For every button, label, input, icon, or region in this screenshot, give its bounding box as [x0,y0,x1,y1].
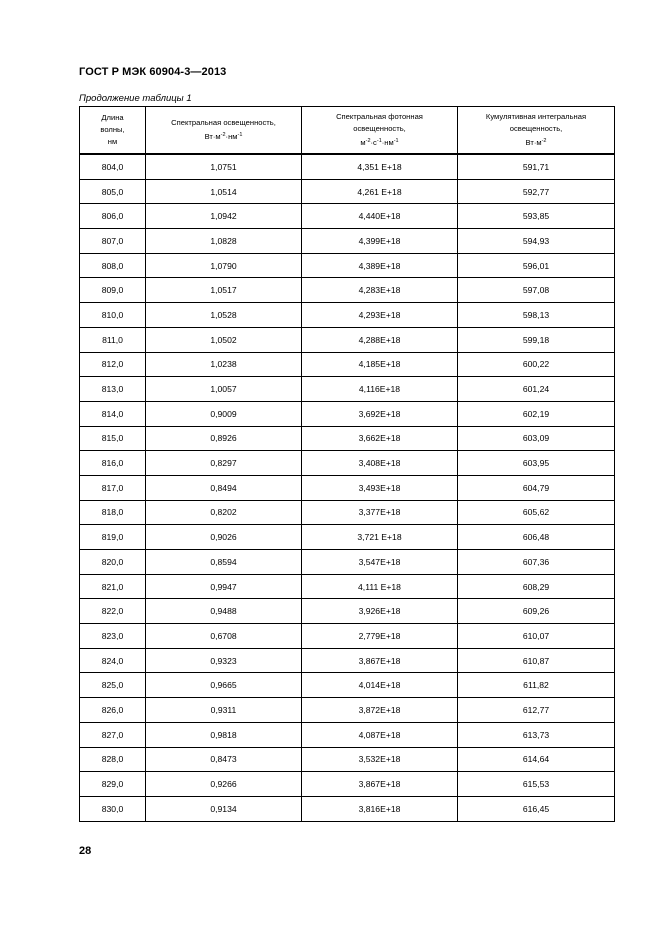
cell-cumulative-irradiance: 601,24 [458,377,615,402]
table-row [80,377,615,402]
table-row [80,352,615,377]
header-wavelength-line2: волны, [100,125,125,134]
header-wavelength-unit: нм [107,137,118,146]
cell-cumulative-irradiance: 596,01 [458,253,615,278]
table-row [80,722,615,747]
cell-wavelength: 806,0 [80,204,146,229]
spectral-irradiance-table [79,106,615,822]
cell-wavelength: 814,0 [80,401,146,426]
cell-wavelength: 805,0 [80,179,146,204]
cell-wavelength: 819,0 [80,525,146,550]
table-row [80,475,615,500]
table-row [80,648,615,673]
cell-photon-irradiance: 3,662E+18 [302,426,458,451]
table-row [80,500,615,525]
header-cumulative-irradiance-line1: Кумулятивная интегральная [485,112,587,121]
cell-wavelength: 807,0 [80,229,146,254]
cell-spectral-irradiance: 0,9947 [146,574,302,599]
cell-wavelength: 815,0 [80,426,146,451]
cell-cumulative-irradiance: 600,22 [458,352,615,377]
cell-spectral-irradiance: 1,0517 [146,278,302,303]
cell-spectral-irradiance: 0,9266 [146,772,302,797]
cell-cumulative-irradiance: 613,73 [458,722,615,747]
table-row [80,599,615,624]
cell-spectral-irradiance: 0,8473 [146,747,302,772]
table-row [80,204,615,229]
cell-wavelength: 830,0 [80,796,146,821]
table-row [80,747,615,772]
cell-cumulative-irradiance: 599,18 [458,327,615,352]
cell-photon-irradiance: 3,547E+18 [302,550,458,575]
unit-part: Вт·м [204,132,221,141]
cell-spectral-irradiance: 0,9818 [146,722,302,747]
cell-photon-irradiance: 4,116E+18 [302,377,458,402]
table-row [80,401,615,426]
cell-spectral-irradiance: 0,9026 [146,525,302,550]
table-caption: Продолжение таблицы 1 [79,93,192,104]
cell-cumulative-irradiance: 609,26 [458,599,615,624]
table-row [80,574,615,599]
cell-wavelength: 828,0 [80,747,146,772]
cell-photon-irradiance: 3,377E+18 [302,500,458,525]
cell-spectral-irradiance: 1,0502 [146,327,302,352]
unit-part: Вт·м [525,138,542,147]
cell-cumulative-irradiance: 608,29 [458,574,615,599]
cell-spectral-irradiance: 0,9134 [146,796,302,821]
header-photon-irradiance [302,107,458,155]
unit-exponent: -2 [365,138,371,144]
cell-photon-irradiance: 3,872E+18 [302,698,458,723]
cell-wavelength: 810,0 [80,303,146,328]
cell-wavelength: 812,0 [80,352,146,377]
table-row [80,303,615,328]
cell-photon-irradiance: 4,087E+18 [302,722,458,747]
page-number: 28 [79,845,92,857]
unit-exponent: -1 [237,132,243,138]
header-photon-irradiance-line2: освещенность, [353,124,406,133]
unit-part: ·с [370,138,377,147]
header-photon-irradiance-line1: Спектральная фотонная [336,112,423,121]
cell-spectral-irradiance: 0,8494 [146,475,302,500]
table-header-row [80,107,615,155]
cell-spectral-irradiance: 0,9311 [146,698,302,723]
cell-photon-irradiance: 4,288E+18 [302,327,458,352]
unit-exponent: -2 [220,132,226,138]
cell-photon-irradiance: 4,440E+18 [302,204,458,229]
cell-wavelength: 829,0 [80,772,146,797]
cell-spectral-irradiance: 0,9488 [146,599,302,624]
cell-photon-irradiance: 4,389E+18 [302,253,458,278]
header-cumulative-irradiance-line2: освещенность, [509,124,563,133]
cell-spectral-irradiance: 1,0057 [146,377,302,402]
cell-spectral-irradiance: 1,0514 [146,179,302,204]
header-cumulative-irradiance [458,107,615,155]
cell-wavelength: 809,0 [80,278,146,303]
cell-photon-irradiance: 3,867E+18 [302,772,458,797]
cell-cumulative-irradiance: 606,48 [458,525,615,550]
cell-cumulative-irradiance: 597,08 [458,278,615,303]
table-row [80,698,615,723]
unit-exponent: -1 [376,138,382,144]
cell-wavelength: 827,0 [80,722,146,747]
unit-exponent: -1 [393,138,399,144]
cell-wavelength: 825,0 [80,673,146,698]
cell-cumulative-irradiance: 610,87 [458,648,615,673]
cell-photon-irradiance: 3,692E+18 [302,401,458,426]
cell-cumulative-irradiance: 614,64 [458,747,615,772]
cell-photon-irradiance: 3,493E+18 [302,475,458,500]
cell-photon-irradiance: 4,399E+18 [302,229,458,254]
cell-wavelength: 813,0 [80,377,146,402]
cell-spectral-irradiance: 1,0238 [146,352,302,377]
cell-cumulative-irradiance: 612,77 [458,698,615,723]
unit-part: ·нм [381,138,394,147]
unit-part: м [360,138,366,147]
cell-cumulative-irradiance: 616,45 [458,796,615,821]
table-row [80,673,615,698]
cell-wavelength: 816,0 [80,451,146,476]
cell-spectral-irradiance: 0,9009 [146,401,302,426]
cell-photon-irradiance: 3,721 E+18 [302,525,458,550]
cell-wavelength: 808,0 [80,253,146,278]
cell-wavelength: 824,0 [80,648,146,673]
cell-cumulative-irradiance: 592,77 [458,179,615,204]
table-row [80,525,615,550]
cell-wavelength: 817,0 [80,475,146,500]
unit-exponent: -2 [541,138,547,144]
table-row [80,550,615,575]
cell-photon-irradiance: 3,867E+18 [302,648,458,673]
table-row [80,772,615,797]
cell-photon-irradiance: 3,926E+18 [302,599,458,624]
cell-cumulative-irradiance: 610,07 [458,624,615,649]
cell-photon-irradiance: 4,111 E+18 [302,574,458,599]
cell-spectral-irradiance: 1,0528 [146,303,302,328]
table-row [80,426,615,451]
cell-wavelength: 804,0 [80,154,146,179]
cell-photon-irradiance: 3,816E+18 [302,796,458,821]
table-row [80,179,615,204]
cell-spectral-irradiance: 0,8202 [146,500,302,525]
cell-cumulative-irradiance: 598,13 [458,303,615,328]
cell-photon-irradiance: 4,283E+18 [302,278,458,303]
cell-photon-irradiance: 4,185E+18 [302,352,458,377]
header-spectral-irradiance-line1: Спектральная освещенность, [171,118,276,127]
cell-wavelength: 820,0 [80,550,146,575]
cell-spectral-irradiance: 1,0828 [146,229,302,254]
unit-part: ·нм [225,132,238,141]
cell-spectral-irradiance: 0,9665 [146,673,302,698]
cell-spectral-irradiance: 1,0790 [146,253,302,278]
cell-photon-irradiance: 4,261 E+18 [302,179,458,204]
cell-spectral-irradiance: 0,8926 [146,426,302,451]
cell-wavelength: 822,0 [80,599,146,624]
header-wavelength [80,107,146,155]
cell-spectral-irradiance: 1,0942 [146,204,302,229]
cell-cumulative-irradiance: 604,79 [458,475,615,500]
header-photon-irradiance-unit [360,138,398,147]
table-row [80,253,615,278]
table-row [80,327,615,352]
table-row [80,229,615,254]
cell-cumulative-irradiance: 611,82 [458,673,615,698]
cell-wavelength: 811,0 [80,327,146,352]
table-row [80,451,615,476]
header-wavelength-line1: Длина [101,113,124,122]
table-body [80,154,615,821]
cell-cumulative-irradiance: 607,36 [458,550,615,575]
cell-spectral-irradiance: 0,9323 [146,648,302,673]
table-row [80,624,615,649]
cell-cumulative-irradiance: 591,71 [458,154,615,179]
cell-spectral-irradiance: 0,8297 [146,451,302,476]
cell-photon-irradiance: 3,532E+18 [302,747,458,772]
cell-cumulative-irradiance: 593,85 [458,204,615,229]
cell-wavelength: 823,0 [80,624,146,649]
cell-cumulative-irradiance: 615,53 [458,772,615,797]
cell-wavelength: 818,0 [80,500,146,525]
table-row [80,154,615,179]
cell-cumulative-irradiance: 603,95 [458,451,615,476]
header-spectral-irradiance-unit [205,132,243,141]
cell-cumulative-irradiance: 602,19 [458,401,615,426]
table-row [80,796,615,821]
cell-photon-irradiance: 3,408E+18 [302,451,458,476]
cell-photon-irradiance: 4,351 E+18 [302,154,458,179]
cell-photon-irradiance: 2,779E+18 [302,624,458,649]
standard-title: ГОСТ Р МЭК 60904-3—2013 [79,66,227,78]
cell-photon-irradiance: 4,014E+18 [302,673,458,698]
cell-cumulative-irradiance: 594,93 [458,229,615,254]
cell-spectral-irradiance: 0,8594 [146,550,302,575]
header-cumulative-irradiance-unit [526,138,547,147]
cell-spectral-irradiance: 1,0751 [146,154,302,179]
cell-cumulative-irradiance: 605,62 [458,500,615,525]
cell-wavelength: 826,0 [80,698,146,723]
header-spectral-irradiance [146,107,302,155]
table-row [80,278,615,303]
cell-wavelength: 821,0 [80,574,146,599]
cell-spectral-irradiance: 0,6708 [146,624,302,649]
cell-photon-irradiance: 4,293E+18 [302,303,458,328]
cell-cumulative-irradiance: 603,09 [458,426,615,451]
